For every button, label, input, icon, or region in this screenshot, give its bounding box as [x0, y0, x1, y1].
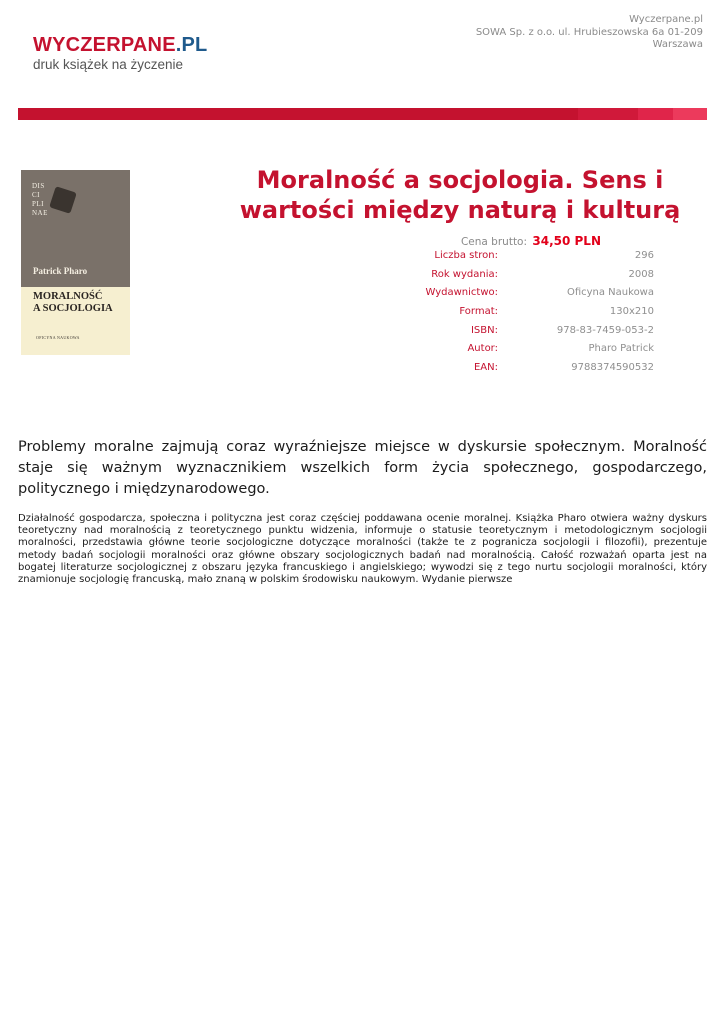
logo-brand-red: WYCZERPANE: [33, 34, 176, 56]
header-divider-bar: [18, 108, 707, 120]
book-title: Moralność a socjologia. Sens i wartości między naturą i kulturą: [239, 166, 681, 224]
company-street: SOWA Sp. z o.o. ul. Hrubieszowska 6a 01-209: [475, 26, 703, 38]
bar-segment: [578, 108, 638, 120]
detail-value: Oficyna Naukowa: [566, 287, 654, 299]
detail-label: Rok wydania:: [431, 268, 498, 280]
company-city: Warszawa: [652, 39, 703, 51]
detail-row-isbn: [370, 325, 654, 344]
price-line: [461, 234, 601, 248]
detail-label: Format:: [459, 306, 498, 318]
detail-row-author: [370, 343, 654, 362]
detail-value: 2008: [628, 268, 654, 280]
detail-row-publisher: [370, 287, 654, 306]
cover-series-mark: DIS CI PLI NAE: [32, 182, 48, 217]
price-value: 34,50 PLN: [532, 234, 601, 248]
detail-label: Wydawnictwo:: [425, 287, 498, 299]
cover-title: MORALNOŚĆ A SOCJOLOGIA: [33, 291, 113, 314]
bar-segment: [673, 108, 707, 120]
company-address: [476, 14, 703, 52]
detail-value: Pharo Patrick: [588, 343, 654, 355]
description-paragraph: Działalność gospodarcza, społeczna i polityczna jest coraz częściej poddawana ocenie moralnej. Książka Pharo otwiera ważny dyskurs teoretyczny nad moralnością z teoretycznego punktu widzenia, informuje o statusie teoretycznym i metodologicznym socjologii moralności, przedstawia główne teorie socjologiczne dotyczące moralności (także te z pogranicza socjologii i filozofii), prezentuje metody badań socjologii moralności oraz główne obszary socjologicznych badań nad moralnością. Całość rozważań oparta jest na bogatej literaturze socjologicznej z obszaru języka francuskiego i angielskiego; wywodzi się z tego nurtu socjologii moralności, który znamionuje socjologię francuską, mało znaną w polskim środowisku naukowym. Wydanie pierwsze: [18, 513, 707, 586]
logo-title: [33, 34, 207, 56]
logo-brand-blue: .PL: [175, 34, 208, 56]
detail-row-format: [370, 306, 654, 325]
company-name: Wyczerpane.pl: [629, 14, 703, 25]
detail-label: Liczba stron:: [434, 250, 498, 261]
cover-publisher: OFICYNA NAUKOWA: [36, 335, 80, 340]
logo[interactable]: [33, 34, 207, 72]
detail-label: ISBN:: [470, 324, 498, 336]
detail-row-pages: [370, 250, 654, 269]
lead-paragraph: Problemy moralne zajmują coraz wyraźniejsze miejsce w dyskursie społecznym. Moralność staje się ważnym wyznacznikiem wszelkich form życia społecznego, gospodarczego, politycznego i międzynarodowego.: [18, 439, 707, 497]
detail-value: 130x210: [609, 306, 654, 318]
detail-label: Autor:: [467, 343, 498, 355]
book-details: [370, 250, 654, 381]
detail-row-year: [370, 269, 654, 288]
logo-tagline: druk książek na życzenie: [33, 57, 184, 72]
price-label: Cena brutto:: [460, 236, 528, 248]
cover-author: Patrick Pharo: [33, 266, 88, 276]
detail-row-ean: [370, 362, 654, 381]
book-cover-image: [21, 170, 130, 355]
detail-value: 978-83-7459-053-2: [556, 324, 654, 336]
detail-value: 9788374590532: [571, 362, 654, 374]
detail-value: 296: [634, 250, 654, 261]
bar-segment: [638, 108, 673, 120]
detail-label: EAN:: [473, 362, 498, 374]
